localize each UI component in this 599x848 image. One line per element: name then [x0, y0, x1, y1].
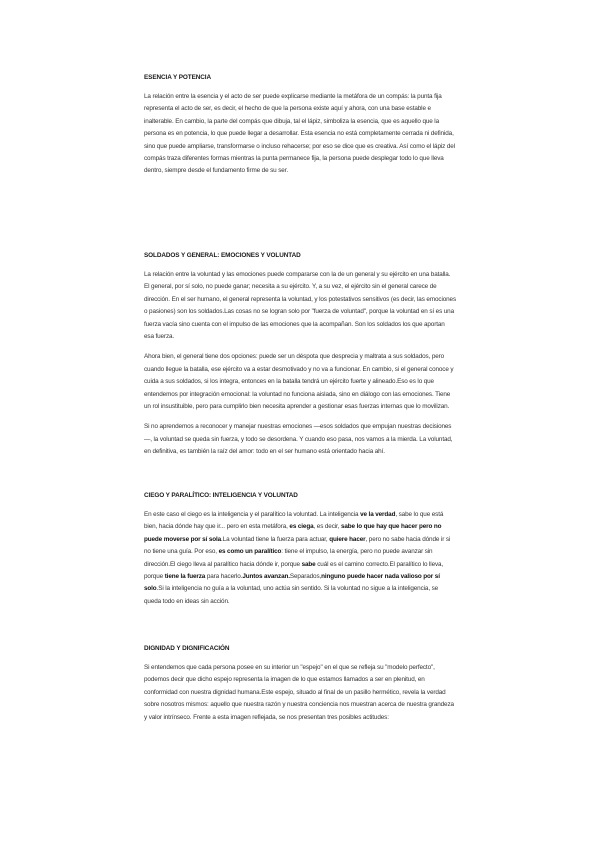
section-paragraph: Ahora bien, el general tiene dos opciones: puede ser un déspota que desprecia y maltrata a sus soldados, pero cuando llegue la batalla, ese ejército va a estar desmotivado y no va a funcionar. En cambio, si el general conoce y cuida a sus soldados, si los integra, entonces en la batalla tendrá un ejército fuerte y alineado.Eso es lo que entendemos por integración emocional: la voluntad no funciona aislada, sino en diálogo con las emociones. Tiene un rol insustituible, pero para cumplirlo bien necesita aprender a gestionar esas fuerzas internas que lo movilizan. — [144, 353, 454, 411]
section-paragraph: Si entendemos que cada persona posee en su interior un "espejo" en el que se refleja su "modelo perfecto", podemos decir que dicho espejo representa la imagen de lo que estamos llamados a ser en plenitud, en conformidad con nuestra dignidad humana.Este espejo, situado al final de un pasillo hermético, revela la verdad sobre nosotros mismos: aquello que nuestra razón y nuestra conciencia nos muestran acerca de nuestra grandeza y valor intrínseco. Frente a esta imagen reflejada, se nos presentan tres posibles actitudes: — [144, 664, 454, 721]
section-paragraph: En este caso el ciego es la inteligencia y el paralítico la voluntad. La inteligencia ve la verdad, sabe lo que está bien, hacia dónde hay que ir... pero en esta metáfora, es ciega, es decir, sabe lo que hay que hacer pero no puede moverse por sí sola.La voluntad tiene la fuerza para actuar, quiere hacer, pero no sabe hacia dónde ir si no tiene una guía. Por eso, es como un paralítico: tiene el impulso, la energía, pero no puede avanzar sin dirección.El ciego lleva al paralítico hacia dónde ir, porque sabe cuál es el camino correcto.El paralítico lo lleva, porque tiene la fuerza para hacerlo.Juntos avanzan.Separados,ninguno puede hacer nada valioso por sí solo.Si la inteligencia no guía a la voluntad, uno actúa sin sentido. Si la voluntad no sigue a la inteligencia, se queda todo en ideas sin acción. — [144, 511, 451, 605]
section-heading: CIEGO Y PARALÍTICO: INTELIGENCIA Y VOLUNTAD — [144, 492, 298, 499]
section-paragraph: Si no aprendemos a reconocer y manejar nuestras emociones —esos soldados que empujan nuestras decisiones—, la voluntad se queda sin fuerza, y todo se desordena. Y cuando eso pasa, nos vamos a la mierda. La voluntad, en definitiva, es también la raíz del amor: todo en el ser humano está orientado hacia ahí. — [144, 423, 453, 456]
section-esencia-potencia — [144, 73, 456, 178]
section-dignidad — [144, 644, 456, 724]
section-heading: SOLDADOS Y GENERAL: EMOCIONES Y VOLUNTAD — [144, 252, 301, 259]
section-paragraph: La relación entre la esencia y el acto de ser puede explicarse mediante la metáfora de un compás: la punta fija representa el acto de ser, es decir, el hecho de que la persona existe aquí y ahora, con una base estable e inalterable. En cambio, la parte del compás que dibuja, tal el lápiz, simboliza la esencia, que es aquello que la persona es en potencia, lo que puede llegar a desarrollar. Esta esencia no está completamente cerrada ni definida, sino que puede ampliarse, transformarse o incluso rehacerse; por eso se dice que es creativa. Así como el lápiz del compás traza diferentes formas mientras la punta permanece fija, la persona puede desplegar todo lo que lleva dentro, siempre desde el fundamento firme de su ser. — [144, 93, 455, 175]
section-paragraph: La relación entre la voluntad y las emociones puede compararse con la de un general y su ejército en una batalla. El general, por sí solo, no puede ganar; necesita a su ejército. Y, a su vez, el ejército sin el general carece de dirección. En el ser humano, el general representa la voluntad, y los potestativos sensitivos (es decir, las emociones o pasiones) son los soldados.Las cosas no se logran solo por "fuerza de voluntad", porque la voluntad en sí es una fuerza vacía sino cuenta con el impulso de las emociones que la acompañan. Son los soldados los que aportan esa fuerza. — [144, 271, 457, 341]
section-ciego-paralitico — [144, 491, 456, 608]
section-soldados-general — [144, 251, 456, 459]
section-heading: ESENCIA Y POTENCIA — [144, 74, 211, 81]
section-heading: DIGNIDAD Y DIGNIFICACIÓN — [144, 645, 230, 652]
